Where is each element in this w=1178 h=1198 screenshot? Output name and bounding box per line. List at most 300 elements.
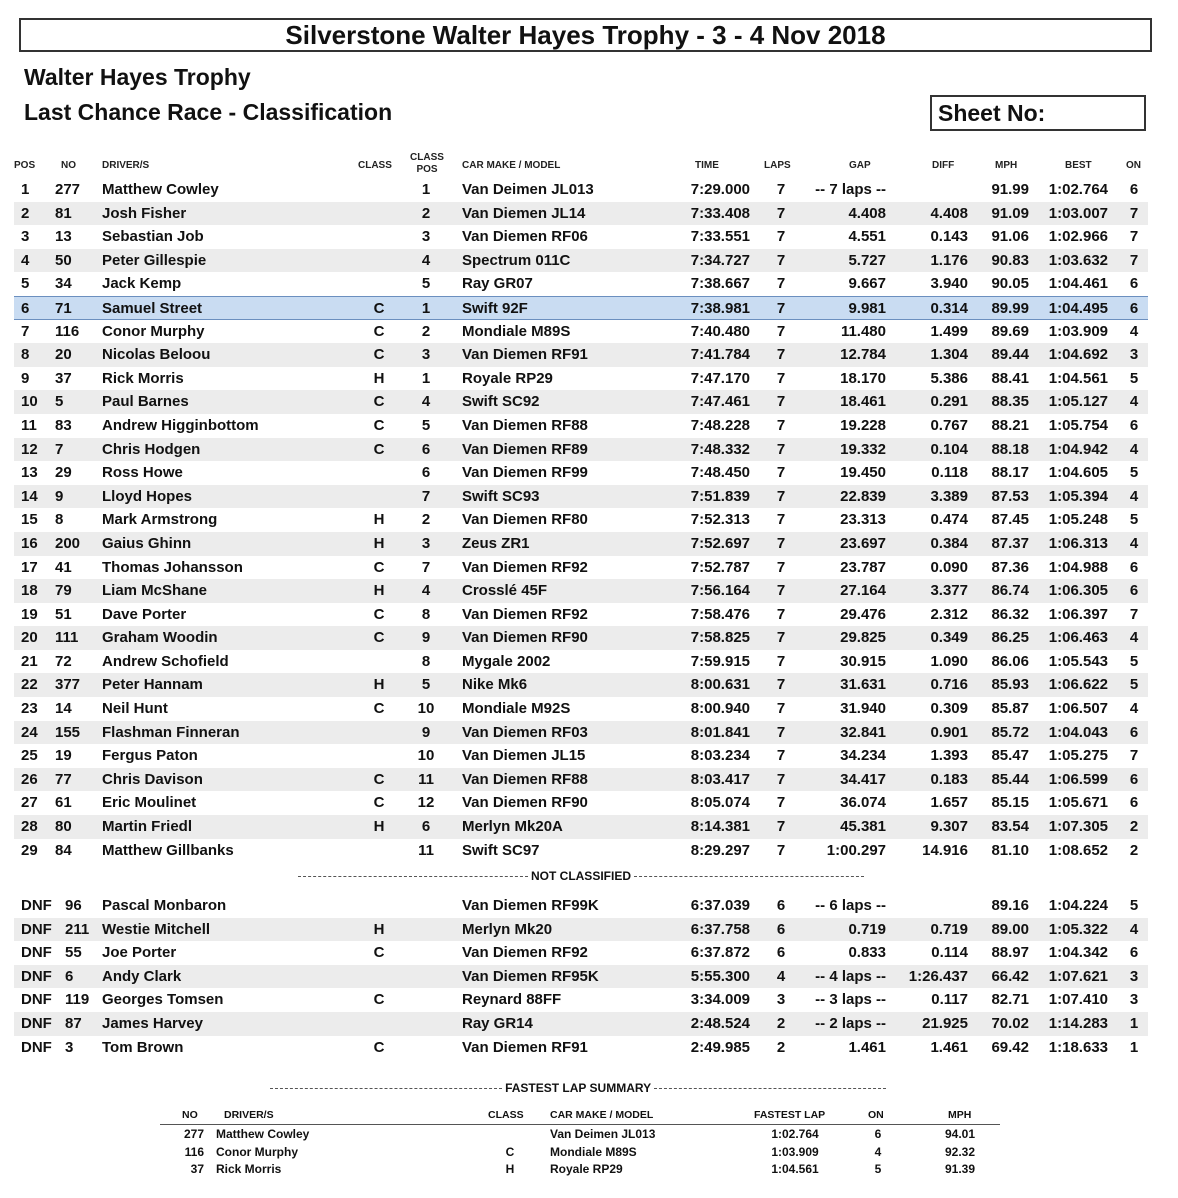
laps-cell: 7 [776,700,786,718]
laps-cell: 7 [776,204,786,222]
gap-cell: 36.074 [840,794,886,812]
time-cell: 7:33.408 [690,204,750,222]
time-cell: 6:37.758 [690,920,750,938]
col-class-pos [407,152,447,176]
best-lap-cell: 1:06.397 [1048,605,1108,623]
class-pos-cell: 2 [421,322,431,340]
pos-cell: 12 [21,440,38,458]
best-lap-cell: 1:04.461 [1048,275,1108,293]
mph-cell: 89.16 [991,897,1029,914]
fl-col-class: CLASS [488,1109,524,1121]
car-number-cell: 19 [55,747,72,765]
time-cell: 7:29.000 [690,181,750,198]
best-lap-cell: 1:05.394 [1048,487,1108,505]
class-cell: C [373,299,385,317]
class-pos-cell: 2 [421,511,431,529]
laps-cell: 7 [776,299,786,317]
dnf-row [14,1036,1148,1060]
col-time: TIME [695,160,719,171]
diff-cell: 1.304 [930,346,968,364]
class-cell: C [373,794,385,812]
laps-cell: 7 [776,322,786,340]
laps-cell: 7 [776,582,786,600]
diff-cell: 2.312 [930,605,968,623]
time-cell: 7:47.170 [690,369,750,387]
time-cell: 7:40.480 [690,322,750,340]
time-cell: 8:03.417 [690,770,750,788]
result-row [14,249,1148,273]
fl-car-cell: Van Deimen JL013 [550,1127,656,1141]
time-cell: 8:01.841 [690,723,750,741]
diff-cell: 3.940 [930,275,968,293]
class-pos-cell: 8 [421,652,431,670]
best-on-lap-cell: 6 [1129,723,1139,741]
result-row [14,626,1148,650]
diff-cell: 1.393 [930,747,968,765]
diff-cell: 0.474 [930,511,968,529]
pos-cell: 26 [21,770,38,788]
best-on-lap-cell: 7 [1129,204,1139,222]
mph-cell: 86.06 [991,652,1029,670]
car-number-cell: 8 [55,511,64,529]
time-cell: 7:38.667 [690,275,750,293]
time-cell: 8:14.381 [690,818,750,836]
best-lap-cell: 1:04.224 [1048,897,1108,914]
mph-cell: 85.44 [991,770,1029,788]
car-model-cell: Van Diemen RF92 [462,944,588,962]
mph-cell: 83.54 [991,818,1029,836]
driver-cell: Fergus Paton [102,747,198,765]
car-number-cell: 3 [65,1038,74,1056]
result-row [14,532,1148,556]
diff-cell: 0.349 [930,629,968,647]
gap-cell: -- 4 laps -- [815,967,886,985]
laps-cell: 7 [776,747,786,765]
fl-car-cell: Mondiale M89S [550,1144,637,1159]
pos-cell: 14 [21,487,38,505]
col-car: CAR MAKE / MODEL [462,160,561,171]
diff-cell: 1.176 [930,251,968,269]
col-class-pos-line2: POS [416,164,438,175]
laps-cell: 7 [776,393,786,411]
pos-cell: 11 [21,416,37,434]
mph-cell: 85.93 [991,676,1029,694]
mph-cell: 85.72 [991,723,1029,741]
laps-cell: 7 [776,464,786,482]
driver-cell: Conor Murphy [102,322,205,340]
pos-cell: 15 [21,511,38,529]
col-no: NO [61,160,76,171]
divider-line [654,1088,886,1089]
fl-lap-time-cell: 1:03.909 [771,1144,819,1159]
class-cell: C [373,629,385,647]
time-cell: 7:47.461 [690,393,750,411]
class-pos-cell: 1 [421,299,431,317]
fl-on-lap-cell: 5 [874,1162,882,1176]
best-lap-cell: 1:06.305 [1048,582,1108,600]
best-on-lap-cell: 1 [1129,1014,1139,1032]
best-lap-cell: 1:04.561 [1048,369,1108,387]
driver-cell: Georges Tomsen [102,991,224,1009]
fastest-lap-header [160,1108,1000,1125]
diff-cell: 0.118 [931,464,968,482]
best-on-lap-cell: 3 [1129,346,1139,364]
mph-cell: 91.06 [991,228,1029,246]
best-lap-cell: 1:03.632 [1048,251,1108,269]
gap-cell: 4.551 [848,228,886,246]
pos-cell: 5 [21,275,30,293]
pos-cell: 8 [21,346,30,364]
mph-cell: 85.15 [991,794,1029,812]
time-cell: 7:52.787 [690,558,750,576]
car-number-cell: 116 [55,322,80,340]
driver-cell: Thomas Johansson [102,558,243,576]
best-on-lap-cell: 6 [1129,770,1139,788]
class-pos-cell: 1 [421,369,431,387]
result-row [14,603,1148,627]
class-pos-cell: 3 [421,534,431,552]
mph-cell: 87.53 [991,487,1029,505]
car-model-cell: Royale RP29 [462,369,553,387]
car-number-cell: 34 [55,275,72,293]
fl-driver-cell: Rick Morris [216,1162,282,1176]
time-cell: 7:52.697 [690,534,750,552]
diff-cell: 0.716 [930,676,968,694]
car-number-cell: 61 [55,794,72,812]
col-driver: DRIVER/S [102,160,150,171]
car-number-cell: 6 [65,967,74,985]
class-pos-cell: 4 [421,582,431,600]
gap-cell: -- 2 laps -- [815,1014,886,1032]
laps-cell: 7 [776,181,786,198]
result-row [14,343,1148,367]
gap-cell: -- 3 laps -- [815,991,886,1009]
mph-cell: 86.25 [991,629,1029,647]
best-on-lap-cell: 5 [1129,511,1139,529]
diff-cell: 1.499 [930,322,968,340]
car-number-cell: 14 [55,700,72,718]
gap-cell: 23.697 [840,534,886,552]
time-cell: 2:48.524 [690,1014,750,1032]
col-diff: DIFF [932,160,955,171]
gap-cell: -- 7 laps -- [815,181,886,198]
car-number-cell: 83 [55,416,72,434]
driver-cell: Samuel Street [102,299,203,317]
best-on-lap-cell: 4 [1129,534,1139,552]
gap-cell: 18.170 [840,369,886,387]
driver-cell: Mark Armstrong [102,511,218,529]
laps-cell: 7 [776,346,786,364]
laps-cell: 7 [776,676,786,694]
best-on-lap-cell: 5 [1129,464,1139,482]
driver-cell: Chris Hodgen [102,440,201,458]
car-number-cell: 377 [55,676,81,694]
fl-col-no: NO [182,1109,198,1121]
gap-cell: 23.787 [840,558,886,576]
sheet-title: Silverstone Walter Hayes Trophy - 3 - 4 Nov 2018 [19,18,1152,52]
mph-cell: 90.05 [991,275,1029,293]
driver-cell: Dave Porter [102,605,187,623]
driver-cell: Peter Hannam [102,676,203,694]
col-class: CLASS [358,160,392,171]
best-on-lap-cell: 4 [1129,393,1139,411]
fl-col-mph: MPH [948,1109,972,1121]
time-cell: 7:52.313 [690,511,750,529]
result-row [14,320,1148,344]
laps-cell: 7 [776,629,786,647]
laps-cell: 7 [776,652,786,670]
laps-cell: 7 [776,487,786,505]
result-row [14,508,1148,532]
best-lap-cell: 1:04.942 [1048,440,1108,458]
mph-cell: 91.99 [991,181,1029,198]
result-row [14,296,1148,320]
gap-cell: 23.313 [840,511,886,529]
results-header [14,154,1148,178]
time-cell: 2:49.985 [690,1038,750,1056]
mph-cell: 86.74 [991,582,1029,600]
gap-cell: 29.476 [840,605,886,623]
best-on-lap-cell: 2 [1129,841,1139,859]
best-on-lap-cell: 2 [1129,818,1139,836]
pos-cell: 10 [21,393,38,411]
result-row [14,461,1148,485]
driver-cell: Matthew Cowley [102,181,219,198]
best-lap-cell: 1:18.633 [1048,1038,1108,1056]
car-number-cell: 71 [55,299,72,317]
class-pos-cell: 6 [421,440,431,458]
car-number-cell: 9 [55,487,64,505]
driver-cell: Liam McShane [102,582,208,600]
col-mph: MPH [995,160,1018,171]
best-lap-cell: 1:05.671 [1048,794,1108,812]
diff-cell: 0.314 [930,299,968,317]
pos-cell: 4 [21,251,30,269]
car-model-cell: Van Diemen JL15 [462,747,586,765]
class-pos-cell: 9 [421,629,431,647]
fl-class-cell: H [505,1162,515,1176]
fl-class-cell: C [505,1144,515,1159]
mph-cell: 85.47 [991,747,1029,765]
car-model-cell: Merlyn Mk20A [462,818,563,836]
laps-cell: 7 [776,369,786,387]
car-model-cell: Van Diemen RF91 [462,1038,588,1056]
car-number-cell: 50 [55,251,72,269]
pos-cell: 23 [21,700,38,718]
class-cell: C [373,770,385,788]
diff-cell: 5.386 [930,369,968,387]
gap-cell: 0.719 [848,920,886,938]
gap-cell: -- 6 laps -- [815,897,886,914]
sheet-number-box: Sheet No: [930,95,1146,131]
car-model-cell: Mondiale M92S [462,700,571,718]
mph-cell: 88.41 [991,369,1029,387]
gap-cell: 19.332 [840,440,886,458]
gap-cell: 32.841 [840,723,886,741]
time-cell: 6:37.872 [690,944,750,962]
diff-cell: 1:26.437 [908,967,968,985]
diff-cell: 0.719 [930,920,968,938]
laps-cell: 7 [776,818,786,836]
driver-cell: Lloyd Hopes [102,487,193,505]
car-model-cell: Van Diemen RF90 [462,629,588,647]
car-model-cell: Ray GR07 [462,275,533,293]
best-lap-cell: 1:04.605 [1048,464,1108,482]
best-on-lap-cell: 7 [1129,251,1139,269]
car-model-cell: Van Diemen RF06 [462,228,588,246]
not-classified-label: NOT CLASSIFIED [530,869,631,883]
car-number-cell: 37 [55,369,72,387]
diff-cell: 0.090 [930,558,968,576]
result-row [14,673,1148,697]
best-on-lap-cell: 6 [1129,794,1139,812]
best-lap-cell: 1:06.463 [1048,629,1108,647]
session-title: Last Chance Race - Classification [24,99,393,125]
best-lap-cell: 1:05.127 [1048,393,1108,411]
car-model-cell: Van Diemen RF03 [462,723,588,741]
diff-cell: 1.657 [930,794,968,812]
pos-cell: DNF [21,897,52,914]
best-on-lap-cell: 4 [1129,920,1139,938]
car-model-cell: Van Diemen RF91 [462,346,588,364]
dnf-row [14,1012,1148,1036]
result-row [14,579,1148,603]
fl-lap-time-cell: 1:02.764 [771,1127,819,1141]
pos-cell: 24 [21,723,38,741]
class-pos-cell: 6 [421,818,431,836]
class-pos-cell: 1 [421,181,431,198]
diff-cell: 0.384 [930,534,968,552]
car-number-cell: 119 [65,991,90,1009]
driver-cell: Josh Fisher [102,204,187,222]
car-model-cell: Van Diemen RF89 [462,440,588,458]
car-model-cell: Van Diemen RF92 [462,605,588,623]
best-on-lap-cell: 4 [1129,440,1139,458]
diff-cell: 4.408 [930,204,968,222]
pos-cell: 3 [21,228,30,246]
mph-cell: 82.71 [991,991,1029,1009]
col-on: ON [1126,160,1141,171]
driver-cell: Gaius Ghinn [102,534,192,552]
car-model-cell: Nike Mk6 [462,676,528,694]
car-model-cell: Mondiale M89S [462,322,571,340]
time-cell: 8:29.297 [690,841,750,859]
pos-cell: DNF [21,944,52,962]
diff-cell: 3.377 [930,582,968,600]
best-lap-cell: 1:04.342 [1048,944,1108,962]
car-model-cell: Van Diemen RF92 [462,558,588,576]
fl-mph-cell: 94.01 [944,1127,976,1141]
car-model-cell: Merlyn Mk20 [462,920,553,938]
best-lap-cell: 1:03.007 [1048,204,1108,222]
class-cell: H [373,818,385,836]
time-cell: 8:00.940 [690,700,750,718]
class-pos-cell: 6 [421,464,431,482]
class-cell: C [373,700,385,718]
col-pos: POS [14,160,36,171]
class-cell: H [373,534,385,552]
time-cell: 7:38.981 [690,299,750,317]
gap-cell: 4.408 [848,204,886,222]
gap-cell: 19.450 [840,464,886,482]
fl-number-cell: 116 [184,1144,204,1159]
gap-cell: 5.727 [848,251,886,269]
result-row [14,438,1148,462]
pos-cell: DNF [21,967,52,985]
result-row [14,272,1148,296]
divider-line [298,876,528,877]
mph-cell: 91.09 [991,204,1029,222]
fl-number-cell: 37 [190,1162,204,1176]
gap-cell: 0.833 [848,944,886,962]
car-model-cell: Crosslé 45F [462,582,548,600]
car-number-cell: 200 [55,534,81,552]
best-lap-cell: 1:14.283 [1048,1014,1108,1032]
best-on-lap-cell: 5 [1129,897,1139,914]
driver-cell: Rick Morris [102,369,184,387]
pos-cell: DNF [21,1014,52,1032]
result-row [14,768,1148,792]
class-pos-cell: 5 [421,416,431,434]
car-model-cell: Van Deimen JL013 [462,181,594,198]
pos-cell: 16 [21,534,38,552]
fl-mph-cell: 92.32 [944,1144,976,1159]
fastest-lap-row [160,1161,1000,1179]
pos-cell: 13 [21,464,38,482]
class-pos-cell: 2 [421,204,431,222]
time-cell: 3:34.009 [690,991,750,1009]
laps-cell: 2 [776,1038,786,1056]
car-number-cell: 79 [55,582,72,600]
dnf-table [14,894,1148,1059]
pos-cell: 21 [21,652,38,670]
mph-cell: 85.87 [991,700,1029,718]
best-on-lap-cell: 4 [1129,700,1139,718]
gap-cell: 1.461 [848,1038,886,1056]
best-lap-cell: 1:05.275 [1048,747,1108,765]
col-laps: LAPS [764,160,791,171]
time-cell: 7:41.784 [690,346,750,364]
diff-cell: 3.389 [930,487,968,505]
laps-cell: 7 [776,440,786,458]
mph-cell: 89.44 [991,346,1029,364]
gap-cell: 34.417 [840,770,886,788]
pos-cell: 27 [21,794,38,812]
pos-cell: 2 [21,204,30,222]
best-on-lap-cell: 4 [1129,322,1139,340]
fl-number-cell: 277 [183,1127,204,1141]
col-best: BEST [1065,160,1092,171]
mph-cell: 88.21 [991,416,1029,434]
mph-cell: 88.18 [991,440,1029,458]
car-model-cell: Swift SC93 [462,487,540,505]
car-model-cell: Van Diemen RF88 [462,770,588,788]
car-model-cell: Van Diemen JL14 [462,204,586,222]
best-lap-cell: 1:05.754 [1048,416,1108,434]
gap-cell: 1:00.297 [826,841,886,859]
pos-cell: 18 [21,582,38,600]
result-row [14,225,1148,249]
car-model-cell: Van Diemen RF90 [462,794,588,812]
gap-cell: 29.825 [840,629,886,647]
car-number-cell: 72 [55,652,72,670]
gap-cell: 30.915 [840,652,886,670]
diff-cell: 1.461 [930,1038,968,1056]
driver-cell: Andrew Schofield [102,652,229,670]
gap-cell: 18.461 [840,393,886,411]
best-lap-cell: 1:02.764 [1048,181,1108,198]
time-cell: 8:00.631 [690,676,750,694]
